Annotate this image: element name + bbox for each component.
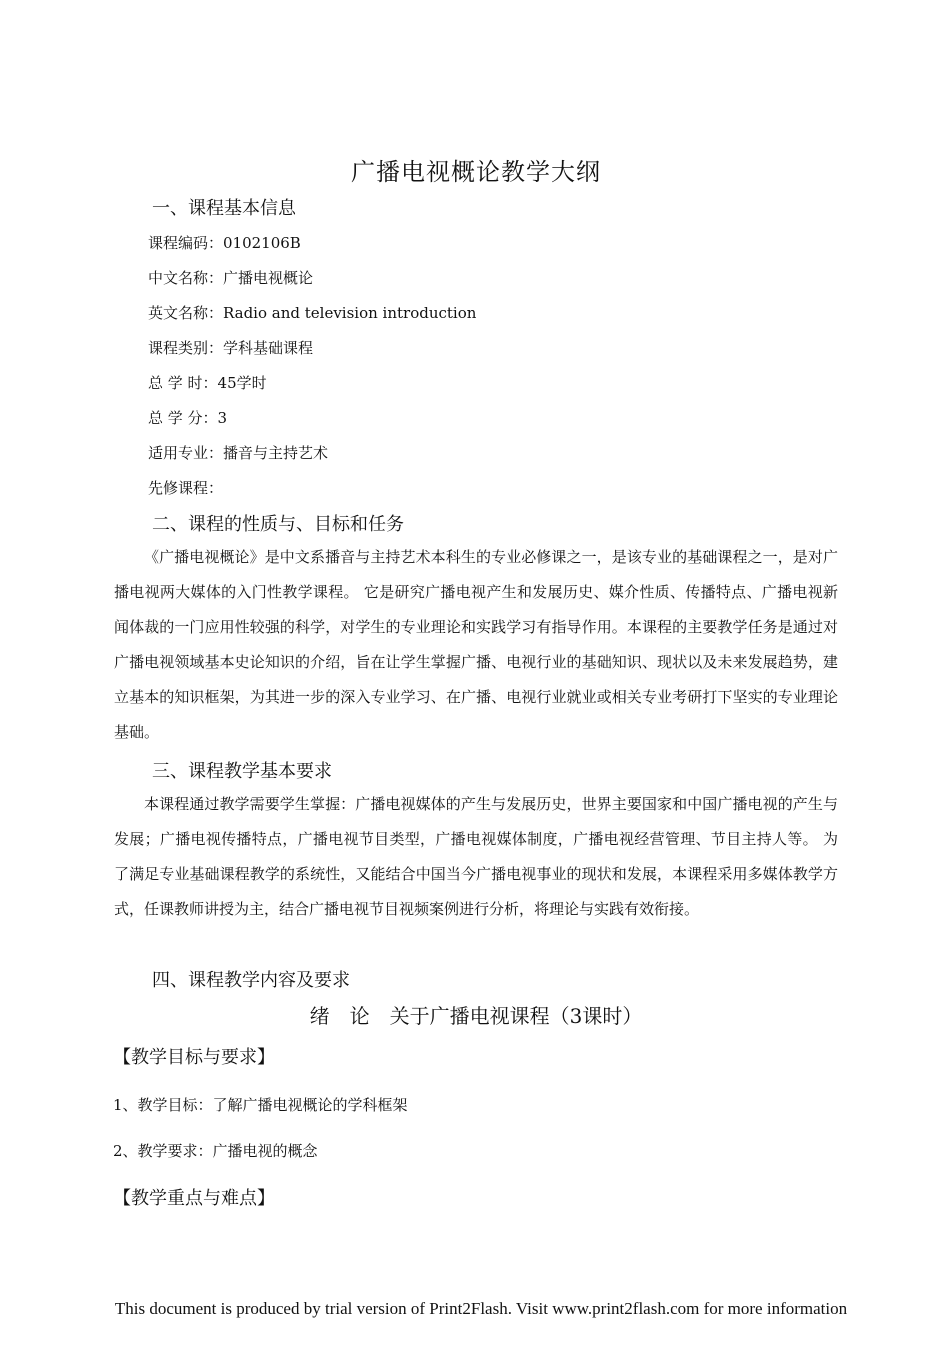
section-2-heading: 二、课程的性质与、目标和任务: [152, 514, 404, 535]
applicable-major: 适用专业：播音与主持艺术: [148, 444, 329, 462]
teaching-goals-heading: 【教学目标与要求】: [113, 1047, 275, 1068]
english-name: 英文名称：Radio and television introduction: [148, 304, 477, 322]
total-hours: 总 学 时：45学时: [148, 374, 267, 392]
section-1-heading: 一、课程基本信息: [152, 198, 296, 219]
trial-watermark-footer: This document is produced by trial version of Print2Flash. Visit www.print2flash.com for more information: [114, 1299, 848, 1318]
course-code: 课程编码：0102106B: [148, 234, 301, 252]
teaching-requirement-item: 2、教学要求：广播电视的概念: [113, 1142, 318, 1160]
section-3-paragraph: 本课程通过教学需要学生掌握：广播电视媒体的产生与发展历史，世界主要国家和中国广播电视的产生与发展；广播电视传播特点，广播电视节目类型，广播电视媒体制度，广播电视经营管理、节目主持人等。 为了满足专业基础课程教学的系统性，又能结合中国当今广播电视事业的现状和发展，本课程采用多媒体教学方式，任课教师讲授为主，结合广播电视节目视频案例进行分析，将理论与实践有效衔接。: [114, 795, 838, 918]
section-2-paragraph: 《广播电视概论》是中文系播音与主持艺术本科生的专业必修课之一，是该专业的基础课程之一，是对广播电视两大媒体的入门性教学课程。 它是研究广播电视产生和发展历史、媒介性质、传播特点、广播电视新闻体裁的一门应用性较强的科学，对学生的专业理论和实践学习有指导作用。本课程的主要教学任务是通过对广播电视领域基本史论知识的介绍，旨在让学生掌握广播、电视行业的基础知识、现状以及未来发展趋势，建立基本的知识框架，为其进一步的深入专业学习、在广播、电视行业就业或相关专业考研打下坚实的专业理论基础。: [114, 548, 838, 741]
section-4-heading: 四、课程教学内容及要求: [152, 970, 350, 991]
section-3-body: [114, 787, 838, 927]
prerequisite-courses: 先修课程：: [148, 479, 224, 497]
total-credits: 总 学 分：3: [148, 409, 228, 427]
chinese-name: 中文名称：广播电视概论: [148, 269, 314, 287]
teaching-goal-item: 1、教学目标：了解广播电视概论的学科框架: [113, 1096, 408, 1114]
chapter-title: 绪 论 关于广播电视课程（3课时）: [309, 1004, 643, 1028]
course-category: 课程类别：学科基础课程: [148, 339, 314, 357]
document-title: 广播电视概论教学大纲: [351, 158, 601, 186]
section-2-body: [114, 540, 838, 750]
section-3-heading: 三、课程教学基本要求: [152, 761, 332, 782]
key-points-heading: 【教学重点与难点】: [113, 1188, 275, 1209]
